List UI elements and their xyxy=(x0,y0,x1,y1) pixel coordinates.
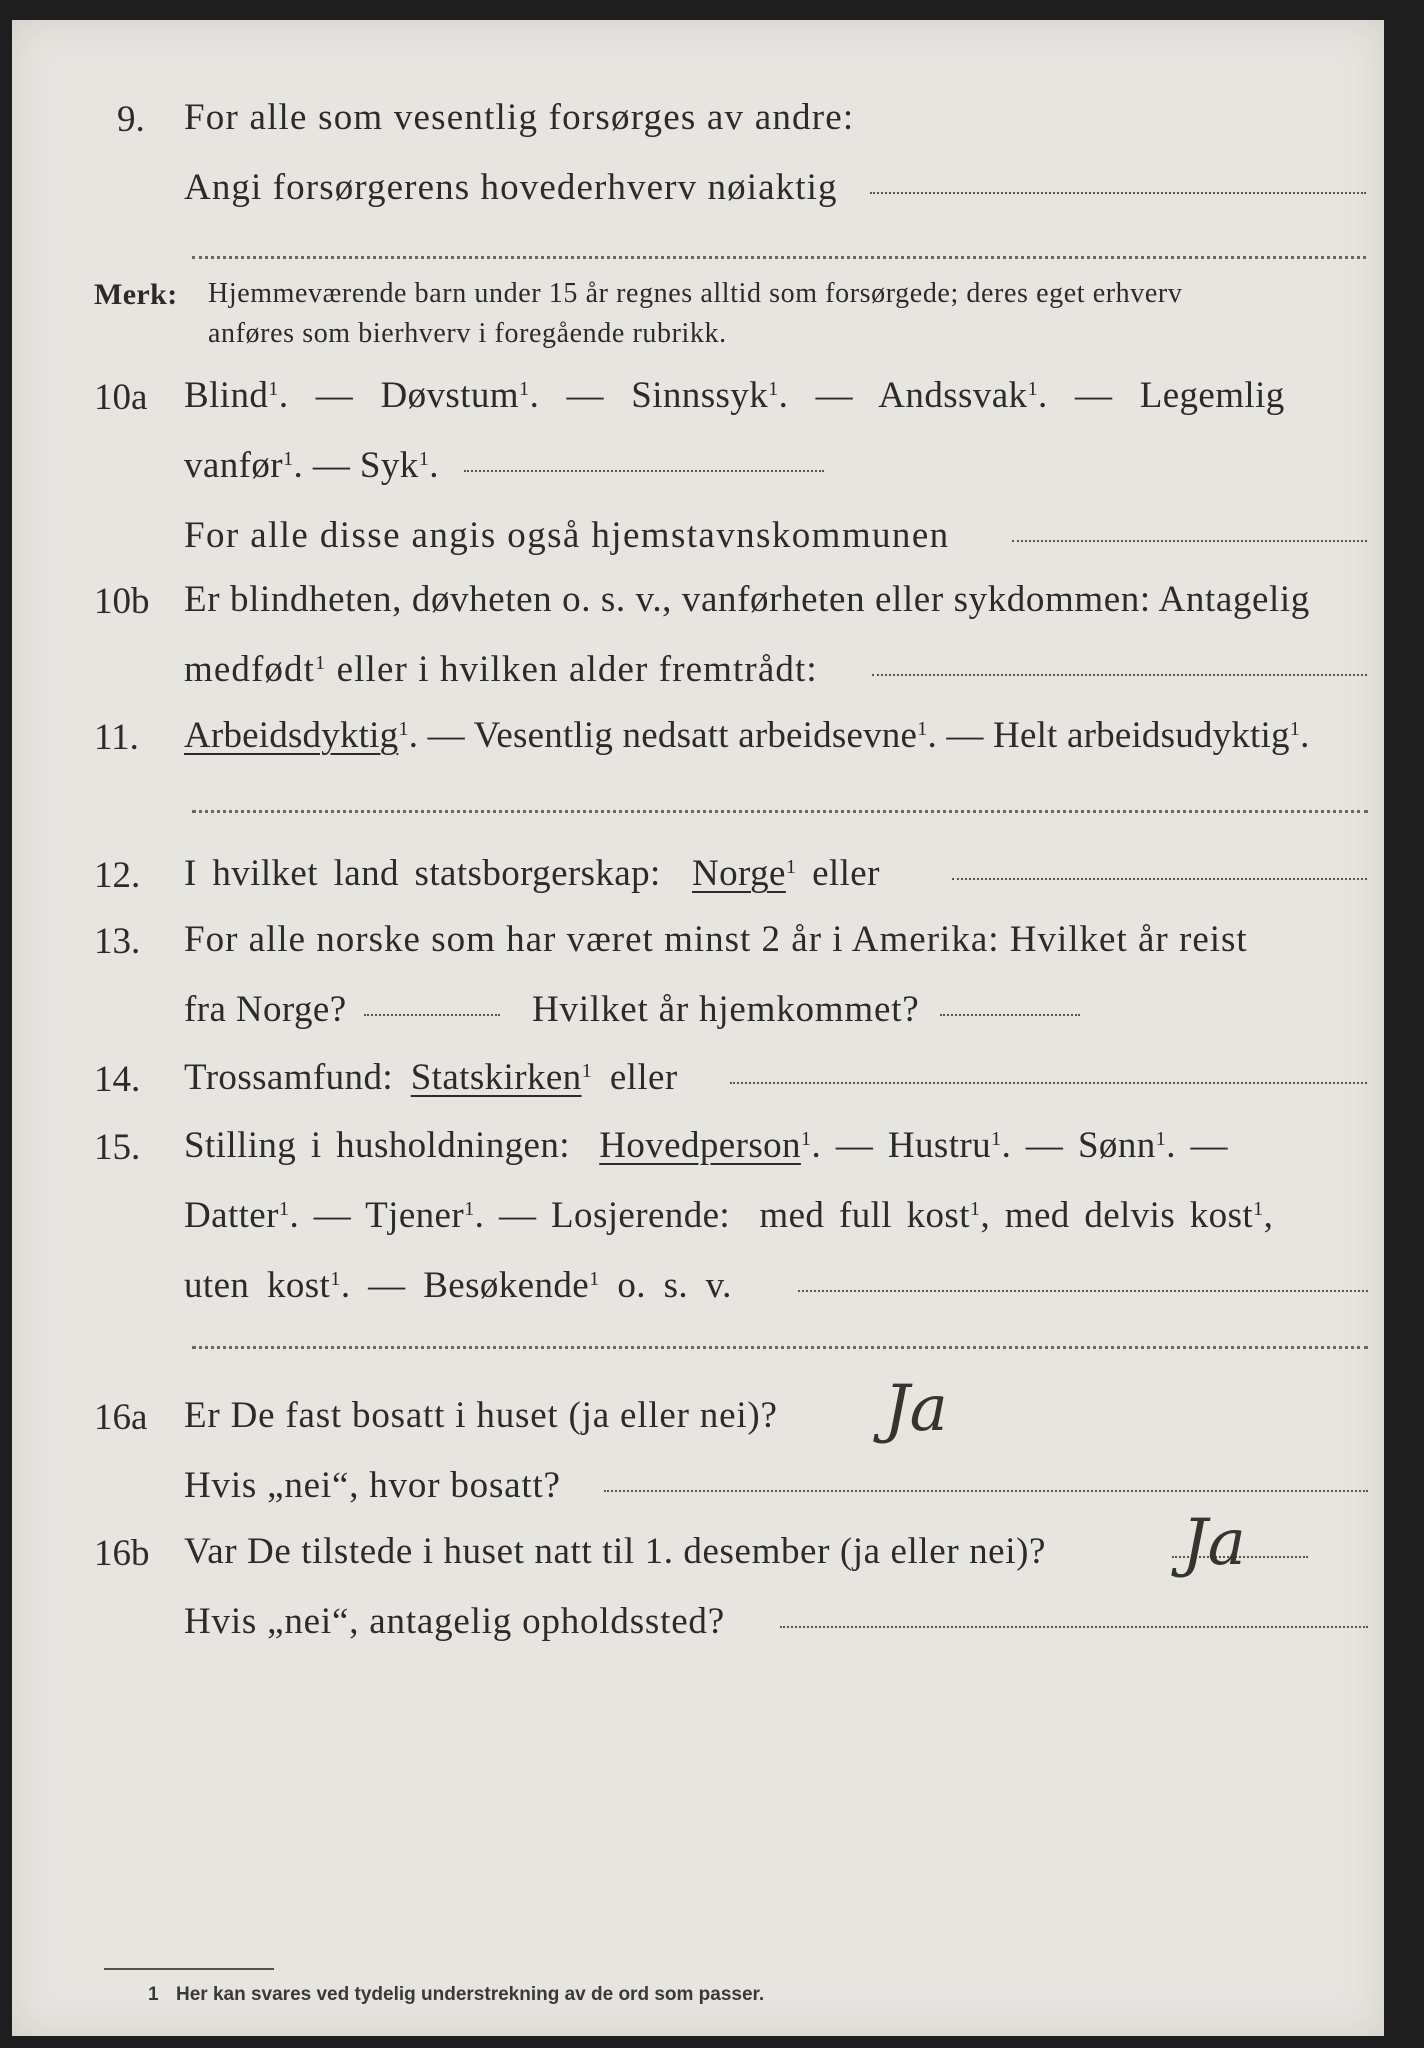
footnote-mark: 1 xyxy=(991,1127,1002,1150)
q13-number: 13. xyxy=(94,921,141,962)
footnote-mark: 1 xyxy=(1289,717,1301,740)
dash: — xyxy=(312,445,351,486)
q10a-blind[interactable]: Blind xyxy=(184,375,269,416)
q16a-hvis-nei: Hvis „nei“, hvor bosatt? xyxy=(184,1465,561,1506)
q10b-line2 xyxy=(184,648,818,691)
q15-line3: uten kost$^1$. — Besøkende$^1$ o. s. v. xyxy=(184,1265,732,1306)
q10a-syk[interactable]: Syk xyxy=(359,445,419,486)
dash: — xyxy=(835,1125,874,1166)
q10b-medfodt[interactable]: medfødt xyxy=(184,649,316,690)
footnote-mark: 1 xyxy=(1155,1127,1167,1150)
footnote-rule xyxy=(104,1968,274,1970)
q15-label: Stilling i husholdningen: xyxy=(184,1125,570,1166)
q14-statskirken-underlined[interactable]: Statskirken xyxy=(410,1057,582,1098)
dash: — xyxy=(946,715,984,756)
q9-text-line1: For alle som vesentlig forsørges av andre: xyxy=(184,97,855,138)
footnote-mark: 1 xyxy=(1253,1197,1264,1220)
q10a-line1: Blind$^1$. — Døvstum$^1$. — Sinnssyk$^1$. — Andssvak$^1$. — Legemlig xyxy=(184,375,1285,416)
footnote-mark: 1 xyxy=(268,377,279,400)
q14-eller: eller xyxy=(609,1057,678,1098)
q16b-hvis-nei: Hvis „nei“, antagelig opholdssted? xyxy=(184,1601,725,1642)
q15-number: 15. xyxy=(94,1127,141,1168)
dash: — xyxy=(498,1195,537,1236)
q13-fra-norge: fra Norge? xyxy=(184,989,347,1030)
q15-full-kost[interactable]: med full kost xyxy=(759,1195,970,1236)
q12-norge-underlined[interactable]: Norge xyxy=(692,853,786,894)
footnote-mark: 1 xyxy=(785,855,797,878)
q11-udyktig[interactable]: Helt arbeidsudyktig xyxy=(993,715,1290,756)
q10a-vanfor[interactable]: vanfør xyxy=(184,445,283,486)
q16b-number: 16b xyxy=(94,1533,150,1574)
q16b-handwritten-answer: Ja xyxy=(1182,1506,1246,1580)
q15-hustru[interactable]: Hustru xyxy=(887,1125,991,1166)
q15-uten-kost[interactable]: uten kost xyxy=(184,1265,331,1306)
dash: — xyxy=(1190,1125,1228,1166)
q13-hjemkommet-answer-line[interactable] xyxy=(940,1014,1080,1016)
footnote-mark: 1 xyxy=(518,377,530,400)
merk-label: Merk: xyxy=(94,278,178,311)
footnote-mark: 1 xyxy=(589,1267,600,1290)
q10a-dovstum[interactable]: Døvstum xyxy=(380,375,519,416)
q14-label: Trossamfund: xyxy=(184,1057,394,1098)
q15-losjerende: Losjerende: xyxy=(551,1195,731,1236)
dash: — xyxy=(368,1265,406,1306)
footnote-text: Her kan svares ved tydelig understrekning av de ord som passer. xyxy=(176,1984,765,2005)
footnote-mark: 1 xyxy=(330,1267,341,1290)
footnote-mark: 1 xyxy=(464,1197,475,1220)
q12-label: I hvilket land statsborgerskap: xyxy=(184,853,661,894)
q15-datter[interactable]: Datter xyxy=(184,1195,279,1236)
q10a-legemlig[interactable]: Legemlig xyxy=(1139,375,1285,416)
q14-number: 14. xyxy=(94,1059,141,1100)
q15-delvis-kost[interactable]: med delvis kost xyxy=(1004,1195,1254,1236)
footnote-mark: 1 xyxy=(418,447,430,470)
dash: — xyxy=(315,375,354,416)
dash: — xyxy=(815,375,854,416)
q10a-number: 10a xyxy=(94,377,148,418)
q16a-number: 16a xyxy=(94,1397,148,1438)
q15-sonn[interactable]: Sønn xyxy=(1077,1125,1156,1166)
footnote-mark: 1 xyxy=(800,1127,812,1150)
q11-number: 11. xyxy=(94,717,139,758)
footnote-mark: 1 xyxy=(917,717,928,740)
q10b-line2-rest: eller i hvilken alder fremtrådt: xyxy=(336,649,818,690)
q11-arbeidsdyktig-underlined[interactable]: Arbeidsdyktig xyxy=(184,715,399,756)
dash: — xyxy=(313,1195,352,1236)
footnote-mark: 1 xyxy=(398,717,409,740)
q13-hjemkommet: Hvilket år hjemkommet? xyxy=(532,989,920,1030)
q15-answer-line-2[interactable] xyxy=(192,1346,1368,1349)
q11-line: Arbeidsdyktig$^1$. — Vesentlig nedsatt arbeidsevne$^1$. — Helt arbeidsudyktig$^1$. xyxy=(184,715,1310,756)
footnote-mark: 1 xyxy=(581,1059,593,1082)
q9-text-line2: Angi forsørgerens hovederhverv nøiaktig xyxy=(184,167,838,208)
dash: — xyxy=(427,715,465,756)
q10a-hjemstavn-line[interactable] xyxy=(1012,540,1367,542)
q15-besokende[interactable]: Besøkende xyxy=(423,1265,590,1306)
q11-answer-line[interactable] xyxy=(192,810,1368,813)
q16b-question: Var De tilstede i huset natt til 1. desember (ja eller nei)? xyxy=(184,1531,1047,1572)
dash: — xyxy=(566,375,604,416)
merk-text-line2: anføres som bierhverv i foregående rubrikk. xyxy=(208,318,727,349)
q16a-handwritten-answer: Ja xyxy=(884,1372,948,1446)
q16a-bosatt-answer-line[interactable] xyxy=(604,1490,1368,1492)
q10a-sinnssyk[interactable]: Sinnssyk xyxy=(631,375,769,416)
q14-answer-line[interactable] xyxy=(730,1082,1367,1084)
q10a-line3: For alle disse angis også hjemstavnskommunen xyxy=(184,515,950,556)
q10b-number: 10b xyxy=(94,581,150,622)
merk-text-line1: Hjemmeværende barn under 15 år regnes alltid som forsørgede; deres eget erhverv xyxy=(208,278,1183,309)
q10b-line1: Er blindheten, døvheten o. s. v., vanførheten eller sykdommen: Antagelig xyxy=(184,579,1310,620)
footnote-mark: 1 xyxy=(1027,377,1039,400)
q10a-answer-line[interactable] xyxy=(464,470,824,472)
dash: — xyxy=(1025,1125,1064,1166)
q10a-andssvak[interactable]: Andssvak xyxy=(878,375,1028,416)
q13-line1: For alle norske som har været minst 2 år i Amerika: Hvilket år reist xyxy=(184,919,1248,960)
footnote-mark: 1 xyxy=(282,447,294,470)
q13-reist-answer-line[interactable] xyxy=(364,1014,500,1016)
footnote-mark: 1 xyxy=(969,1197,981,1220)
q10b-answer-line[interactable] xyxy=(872,674,1367,676)
q12-eller: eller xyxy=(812,853,880,894)
q9-answer-line-2[interactable] xyxy=(192,256,1366,259)
q9-number: 9. xyxy=(117,99,145,140)
footnote-mark: 1 xyxy=(315,651,327,674)
footnote-mark: 1 xyxy=(278,1197,290,1220)
footnote-mark-bottom: 1 xyxy=(148,1984,159,2005)
census-form-page xyxy=(12,20,1384,2036)
q14-line xyxy=(184,1056,678,1099)
q15-line1: Stilling i husholdningen: Hovedperson$^1$. — Hustru$^1$. — Sønn$^1$. — xyxy=(184,1125,1228,1166)
q15-osv: o. s. v. xyxy=(617,1265,732,1306)
q15-answer-line[interactable] xyxy=(798,1290,1368,1292)
q11-nedsatt[interactable]: Vesentlig nedsatt arbeidsevne xyxy=(473,715,918,756)
q12-number: 12. xyxy=(94,855,141,896)
q16b-opholdssted-answer-line[interactable] xyxy=(780,1626,1368,1628)
q12-answer-line[interactable] xyxy=(952,878,1367,880)
footnote-mark: 1 xyxy=(768,377,779,400)
q15-tjener[interactable]: Tjener xyxy=(365,1195,465,1236)
q10a-line2: vanfør$^1$. — Syk$^1$. xyxy=(184,445,439,486)
q9-answer-line[interactable] xyxy=(870,192,1366,194)
q12-line xyxy=(184,852,880,895)
dash: — xyxy=(1074,375,1113,416)
q15-hovedperson-underlined[interactable]: Hovedperson xyxy=(599,1125,801,1166)
q16a-question: Er De fast bosatt i huset (ja eller nei)? xyxy=(184,1395,778,1436)
q15-line2: Datter$^1$. — Tjener$^1$. — Losjerende: med full kost$^1$, med delvis kost$^1$, xyxy=(184,1195,1274,1236)
